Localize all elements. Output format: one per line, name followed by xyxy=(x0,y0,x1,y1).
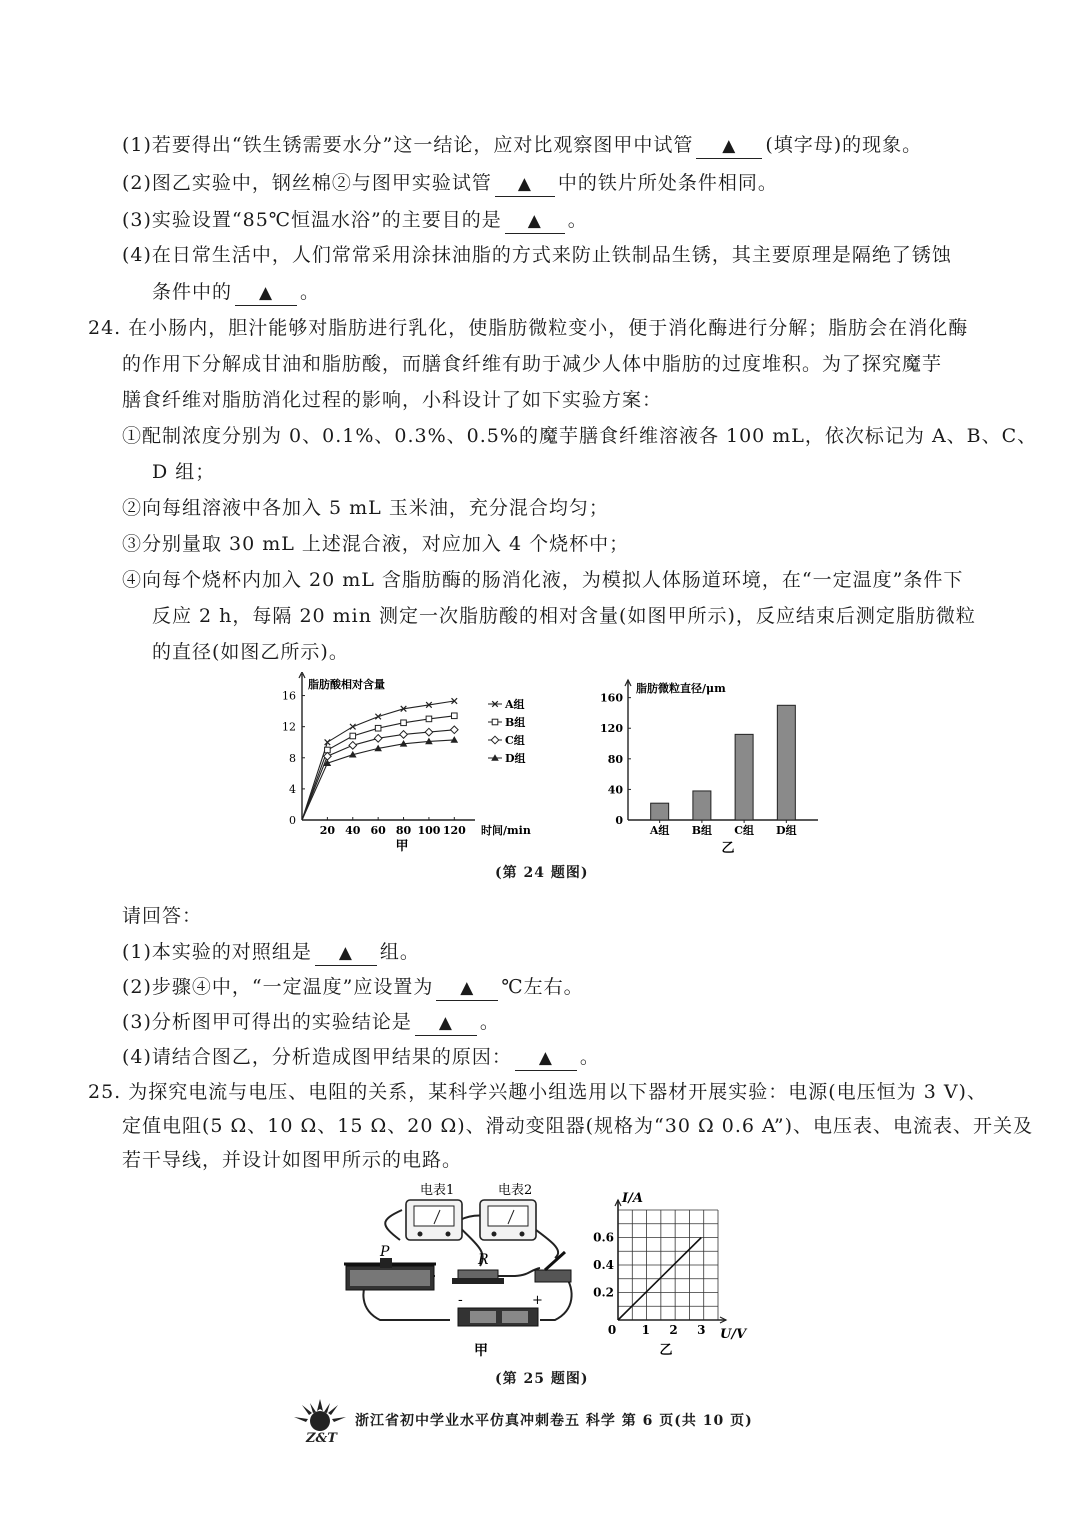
answer-blank[interactable]: ▲ xyxy=(415,1011,477,1036)
q24-step4-cont2: 的直径(如图乙所示)。 xyxy=(152,641,349,663)
q23-part2-text-b: 中的铁片所处条件相同。 xyxy=(557,172,778,194)
bar xyxy=(651,803,669,820)
slider-label-p: P xyxy=(380,1244,390,1260)
x-tick-label: 1 xyxy=(641,1323,650,1337)
resistor-label-r: R xyxy=(478,1252,489,1268)
bar xyxy=(777,705,795,820)
answer-blank[interactable]: ▲ xyxy=(235,281,297,306)
chart-title: 脂肪酸相对含量 xyxy=(308,678,385,691)
battery-plus-label: + xyxy=(532,1293,543,1308)
q23-part1-text-b: (填字母)的现象。 xyxy=(765,134,923,156)
particle-diameter-bar-chart xyxy=(590,672,830,857)
meter-1-label: 电表1 xyxy=(420,1183,455,1198)
answer-blank[interactable]: ▲ xyxy=(696,134,762,159)
q24-answer2-text-b: ℃左右。 xyxy=(501,976,584,998)
q24-stem-line3: 膳食纤维对脂肪消化过程的影响，小科设计了如下实验方案： xyxy=(122,389,663,411)
q24-answer3-text-a: (3)分析图甲可得出的实验结论是 xyxy=(122,1011,412,1033)
figure-24-caption: (第 24 题图) xyxy=(495,865,589,881)
y-tick-label: 0.6 xyxy=(593,1230,614,1245)
y-tick-label: 160 xyxy=(600,691,623,705)
wire xyxy=(385,1210,402,1240)
data-point xyxy=(375,725,381,731)
data-point xyxy=(350,733,356,739)
figure-25-caption: (第 25 题图) xyxy=(495,1371,589,1387)
logo-text: Z&T xyxy=(306,1431,337,1445)
q24-answer4-text-b: 。 xyxy=(579,1046,600,1068)
meter-1 xyxy=(406,1200,462,1240)
data-point xyxy=(374,735,382,743)
data-point xyxy=(451,726,459,734)
circuit-caption: 甲 xyxy=(474,1343,488,1359)
legend-label: C组 xyxy=(505,734,525,747)
q23-part1 xyxy=(122,133,922,159)
legend-label: D组 xyxy=(505,752,526,765)
answer-blank[interactable]: ▲ xyxy=(315,941,377,966)
q23-part3 xyxy=(122,208,588,234)
data-point xyxy=(425,728,433,736)
q24-answer4-text-a: (4)请结合图乙，分析造成图甲结果的原因： xyxy=(122,1046,512,1068)
battery-minus-label: - xyxy=(458,1292,463,1308)
data-point xyxy=(492,719,498,725)
q24-stem-line1: 24. 在小肠内，胆汁能够对脂肪进行乳化，使脂肪微粒变小，便于消化酶进行分解；脂肪会在消化酶 xyxy=(88,317,969,339)
q24-step4: ④向每个烧杯内加入 20 mL 含脂肪酶的肠消化液，为模拟人体肠道环境，在“一定温度”条件下 xyxy=(122,569,964,591)
chart-title: 脂肪微粒直径/μm xyxy=(636,682,726,695)
answer-blank[interactable]: ▲ xyxy=(505,209,565,234)
meter-2-label: 电表2 xyxy=(498,1183,533,1198)
y-tick-label: 16 xyxy=(282,689,296,703)
circuit-diagram xyxy=(340,1180,590,1360)
x-tick-label: 100 xyxy=(417,824,441,837)
q25-stem-line1: 25. 为探究电流与电压、电阻的关系，某科学兴趣小组选用以下器材开展实验：电源(电压恒为 3 V)、 xyxy=(88,1081,987,1103)
y-tick-label: 80 xyxy=(607,752,623,766)
y-tick-label: 8 xyxy=(289,751,296,765)
bar xyxy=(693,791,711,820)
q24-step4-cont1: 反应 2 h，每隔 20 min 测定一次脂肪酸的相对含量(如图甲所示)，反应结束后测定脂肪微粒 xyxy=(152,605,976,627)
data-point xyxy=(426,716,432,722)
x-tick-label: 120 xyxy=(442,824,466,837)
data-point xyxy=(349,742,357,750)
q23-part4-text-b: 条件中的 xyxy=(152,281,233,303)
x-axis-label: 时间/min xyxy=(481,824,531,837)
q24-ask: 请回答： xyxy=(122,905,203,927)
data-point xyxy=(400,731,408,739)
q24-step3: ③分别量取 30 mL 上述混合液，对应加入 4 个烧杯中； xyxy=(122,533,630,555)
data-point xyxy=(451,736,459,743)
q23-part2 xyxy=(122,171,778,197)
data-point xyxy=(491,736,499,744)
q23-part2-text-a: (2)图乙实验中，钢丝棉②与图甲实验试管 xyxy=(122,172,492,194)
q24-answer4 xyxy=(122,1045,600,1071)
q24-stem-line2: 的作用下分解成甘油和脂肪酸，而膳食纤维有助于减少人体中脂肪的过度堆积。为了探究魔芋 xyxy=(122,353,943,375)
answer-blank[interactable]: ▲ xyxy=(436,976,498,1001)
page-footer: 浙江省初中学业水平仿真冲刺卷五 科学 第 6 页(共 10 页) xyxy=(355,1413,753,1429)
q24-answer3-text-b: 。 xyxy=(479,1011,500,1033)
y-tick-label: 0 xyxy=(615,814,623,827)
x-tick-label: 60 xyxy=(370,824,386,837)
legend-label: B组 xyxy=(505,716,526,729)
y-tick-label: 40 xyxy=(607,783,623,797)
chart-caption: 乙 xyxy=(659,1343,673,1358)
q23-part3-text-b: 。 xyxy=(567,209,588,231)
data-point xyxy=(325,739,331,745)
q25-stem-line3: 若干导线，并设计如图甲所示的电路。 xyxy=(122,1149,463,1171)
x-tick-label: 20 xyxy=(319,824,336,837)
q24-answer1-text-b: 组。 xyxy=(379,941,420,963)
q24-answer3 xyxy=(122,1010,500,1036)
q25-stem-line2: 定值电阻(5 Ω、10 Ω、15 Ω、20 Ω)、滑动变阻器(规格为“30 Ω 0.6 A”)、电压表、电流表、开关及 xyxy=(122,1115,1034,1137)
y-tick-label: 120 xyxy=(600,722,623,736)
q24-answer1 xyxy=(122,940,420,966)
q24-step1: ①配制浓度分别为 0、0.1%、0.3%、0.5%的魔芋膳食纤维溶液各 100 mL，依次标记为 A、B、C、 xyxy=(122,425,1038,447)
data-point xyxy=(350,724,356,730)
answer-blank[interactable]: ▲ xyxy=(495,172,555,197)
battery xyxy=(458,1308,538,1326)
q24-step1-cont: D 组； xyxy=(152,461,216,483)
y-tick-label: 12 xyxy=(282,720,296,734)
q23-part4 xyxy=(122,243,952,267)
answer-blank[interactable]: ▲ xyxy=(515,1046,577,1071)
x-tick-label: 2 xyxy=(669,1323,678,1337)
q23-part4-text-c: 。 xyxy=(300,281,321,303)
meter-2 xyxy=(480,1200,536,1240)
y-axis-label: I/A xyxy=(622,1191,643,1206)
y-tick-label: 4 xyxy=(289,782,296,796)
fatty-acid-line-chart xyxy=(270,672,550,857)
resistor xyxy=(452,1270,504,1284)
bar xyxy=(735,734,753,820)
q23-part4-cont xyxy=(152,280,320,306)
y-tick-label: 0.2 xyxy=(593,1285,614,1300)
category-label: D组 xyxy=(776,824,797,837)
category-label: B组 xyxy=(691,824,713,837)
data-point xyxy=(452,713,458,719)
q24-answer1-text-a: (1)本实验的对照组是 xyxy=(122,941,312,963)
chart-caption: 乙 xyxy=(721,841,735,856)
x-tick-label: 0 xyxy=(607,1323,617,1337)
y-tick-label: 0.4 xyxy=(593,1258,614,1272)
q24-answer2-text-a: (2)步骤④中，“一定温度”应设置为 xyxy=(122,976,434,998)
q24-answer2 xyxy=(122,975,584,1001)
q24-step2: ②向每组溶液中各加入 5 mL 玉米油，充分混合均匀； xyxy=(122,497,609,519)
x-tick-label: 40 xyxy=(345,824,361,837)
q23-part4-text-a: (4)在日常生活中，人们常常采用涂抹油脂的方式来防止铁制品生锈，其主要原理是隔绝了锈蚀 xyxy=(122,244,952,266)
y-tick-label: 0 xyxy=(289,814,296,827)
x-tick-label: 80 xyxy=(395,824,412,837)
category-label: C组 xyxy=(734,824,754,837)
sliding-rheostat xyxy=(344,1258,436,1290)
q23-part3-text-a: (3)实验设置“85℃恒温水浴”的主要目的是 xyxy=(122,209,502,231)
x-axis-label: U/V xyxy=(720,1327,747,1342)
data-point xyxy=(401,720,407,726)
chart-caption: 甲 xyxy=(395,839,409,854)
current-voltage-graph xyxy=(590,1190,760,1360)
switch xyxy=(535,1252,571,1282)
q23-part1-text-a: (1)若要得出“铁生锈需要水分”这一结论，应对比观察图甲中试管 xyxy=(122,134,694,156)
x-tick-label: 3 xyxy=(697,1323,706,1337)
category-label: A组 xyxy=(649,824,670,837)
publisher-logo xyxy=(288,1395,352,1445)
legend-label: A组 xyxy=(505,698,525,711)
